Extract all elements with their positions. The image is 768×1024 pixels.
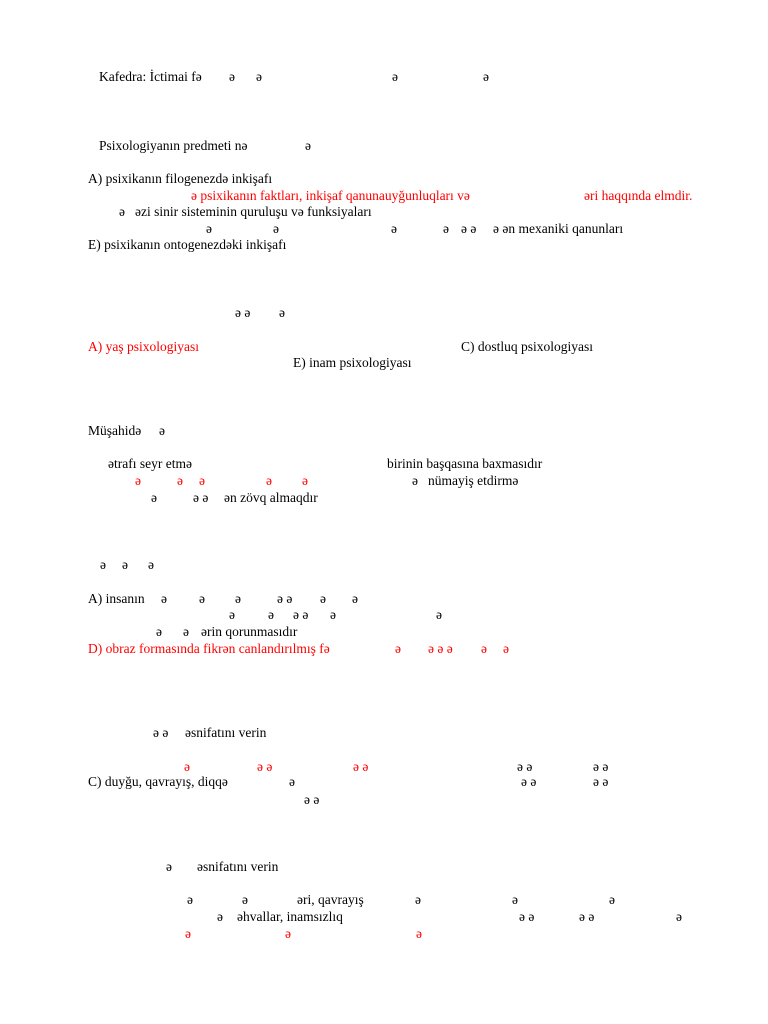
header-fragment: ə [256, 69, 262, 84]
header-fragment: ə [229, 69, 235, 84]
option-a: A) insanın [88, 591, 145, 606]
correct-answer-fragment: ə [416, 926, 422, 941]
question-4-fragment: ə [100, 557, 106, 572]
question-1: Psixologiyanın predmeti nə [99, 138, 248, 153]
option-fragment: ə [187, 892, 193, 907]
option-b-fragment: ə ə [293, 607, 309, 622]
option-a-fragment: ə ə [277, 591, 293, 606]
option-d: ə ən mexaniki qanunları [493, 221, 624, 236]
option-fragment: ə [609, 892, 615, 907]
option-e: ən zövq almaqdır [224, 490, 318, 505]
correct-answer: A) yaş psixologiyası [88, 339, 199, 354]
option-b-fragment: ə [436, 607, 442, 622]
option-b-fragment: ə [229, 607, 235, 622]
department-title: Kafedra: İctimai fə [99, 69, 202, 84]
option-fragment: ə ə [521, 774, 537, 789]
option-a-fragment: ə [235, 591, 241, 606]
option-b-fragment: ə [330, 607, 336, 622]
correct-answer-fragment: ə [395, 641, 401, 656]
question-6: əsnifatını verin [197, 859, 279, 874]
question-5-fragment: ə ə [153, 725, 169, 740]
option-c: C) duyğu, qavrayış, diqqə [88, 774, 228, 789]
option-a-fragment: ə [320, 591, 326, 606]
option-c-fragment: ə [289, 774, 295, 789]
question-6-fragment: ə [166, 859, 172, 874]
option-c-fragment: ə [156, 624, 162, 639]
option-c: C) dostluq psixologiyası [461, 339, 594, 354]
correct-answer-fragment: ə [184, 759, 190, 774]
option-e: E) inam psixologiyası [293, 355, 412, 370]
header-fragment: ə [392, 69, 398, 84]
question-4-fragment: ə [122, 557, 128, 572]
option-d-fragment: ə [206, 221, 212, 236]
correct-answer-fragment: ə [185, 926, 191, 941]
correct-answer-fragment: ə [177, 473, 183, 488]
option-e: E) psixikanın ontogenezdəki inkişafı [88, 237, 287, 252]
option-fragment: ə ə [517, 759, 533, 774]
correct-answer-fragment: ə ə [353, 759, 369, 774]
question-1-fragment: ə [305, 138, 311, 153]
correct-answer: ə psixikanın faktları, inkişaf qanunauyğunluqları və [191, 188, 470, 203]
option-d-fragment: ə [412, 473, 418, 488]
option-a-fragment: ə [161, 591, 167, 606]
option-a: ətrafı seyr etmə [108, 456, 192, 471]
option-c-fragment: ə [183, 624, 189, 639]
correct-answer-fragment: ə [302, 473, 308, 488]
question-3: Müşahidə [88, 423, 142, 438]
question-4-fragment: ə [148, 557, 154, 572]
option-d-fragment: ə [443, 221, 449, 236]
option-d-fragment: ə [273, 221, 279, 236]
correct-answer-fragment: ə [266, 473, 272, 488]
option-fragment: ə [242, 892, 248, 907]
header-fragment: ə [483, 69, 489, 84]
option-a-fragment: ə [352, 591, 358, 606]
option-d: nümayiş etdirmə [428, 473, 519, 488]
option-fragment: ə [676, 909, 682, 924]
correct-answer: D) obraz formasında fikrən canlandırılmış fə [88, 641, 330, 656]
correct-answer-fragment: ə [503, 641, 509, 656]
option-e-fragment: ə [151, 490, 157, 505]
option-a-fragment: ə [199, 591, 205, 606]
option-e-fragment: ə ə [193, 490, 209, 505]
question-3-fragment: ə [159, 423, 165, 438]
correct-answer-fragment: ə [481, 641, 487, 656]
question-2: ə ə [235, 305, 251, 320]
option-fragment: ə ə [593, 774, 609, 789]
correct-answer-fragment: ə [199, 473, 205, 488]
option-fragment: ə [512, 892, 518, 907]
option-a: A) psixikanın filogenezdə inkişafı [88, 171, 273, 186]
correct-answer-fragment: ə ə [257, 759, 273, 774]
correct-answer-fragment: ə ə ə [428, 641, 453, 656]
option-b: əhvallar, inamsızlıq [237, 909, 343, 924]
option-b-fragment: ə [268, 607, 274, 622]
question-2-fragment: ə [279, 305, 285, 320]
option-fragment: ə [415, 892, 421, 907]
correct-answer-fragment: ə [285, 926, 291, 941]
option-b: birinin başqasına baxmasıdır [387, 456, 543, 471]
option-fragment: ə [217, 909, 223, 924]
correct-answer-fragment: ə [135, 473, 141, 488]
option-fragment: ə ə [304, 792, 320, 807]
option-c-fragment: ə [119, 204, 125, 219]
option-fragment: ə ə [579, 909, 595, 924]
option-c: əzi sinir sisteminin quruluşu və funksiyaları [135, 204, 372, 219]
option-fragment: ə ə [593, 759, 609, 774]
option-d-fragment: ə ə [461, 221, 477, 236]
option-a: əri, qavrayış [297, 892, 364, 907]
question-5: əsnifatını verin [185, 725, 267, 740]
option-d-fragment: ə [391, 221, 397, 236]
option-c: ərin qorunmasıdır [201, 624, 298, 639]
option-fragment: ə ə [519, 909, 535, 924]
correct-answer-end: əri haqqında elmdir. [584, 188, 693, 203]
